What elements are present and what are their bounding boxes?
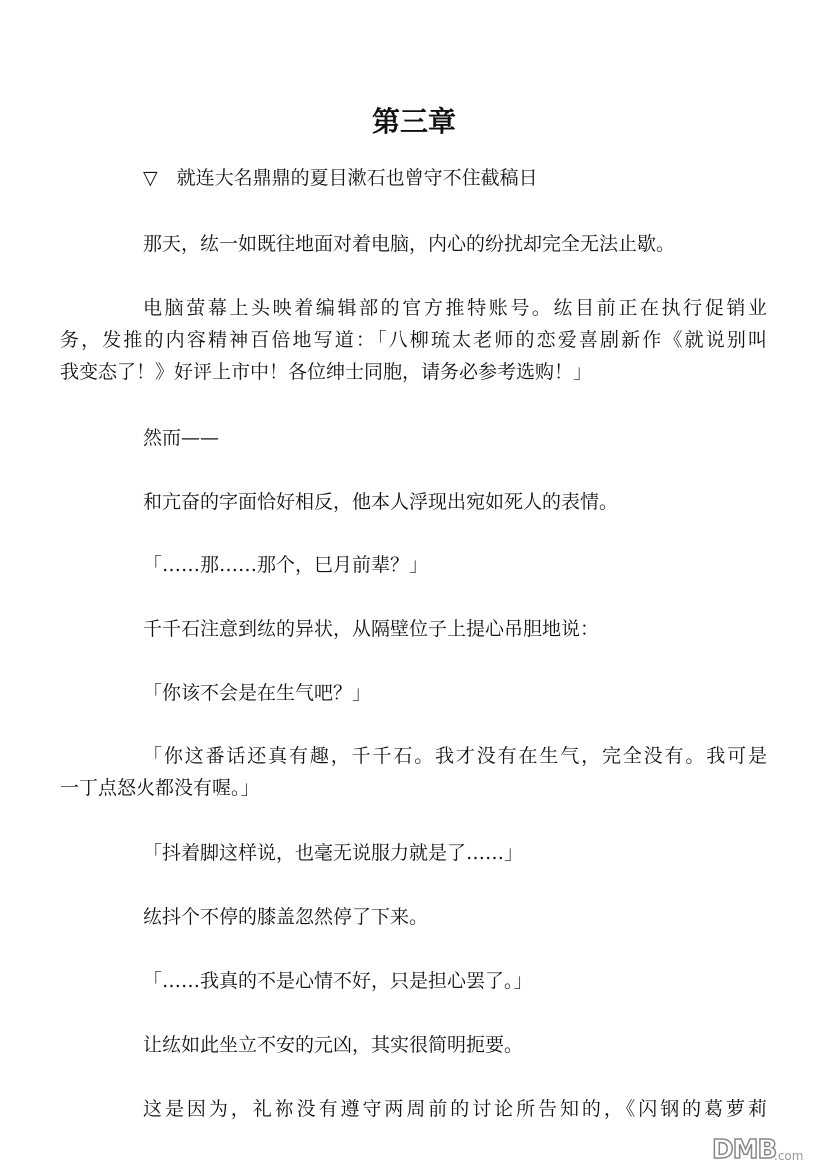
- section-heading: ▽ 就连大名鼎鼎的夏目漱石也曾守不住截稿日: [143, 167, 538, 189]
- chapter-title: 第三章: [371, 105, 456, 138]
- paragraph-line: 电脑萤幕上头映着编辑部的官方推特账号。纮目前正在执行促销业: [143, 297, 767, 319]
- dialogue-line: 「抖着脚这样说，也毫无说服力就是了……」: [143, 842, 524, 864]
- watermark-domain: .com: [774, 1149, 804, 1163]
- paragraph-line: 让纮如此坐立不安的元凶，其实很简明扼要。: [143, 1034, 524, 1056]
- dialogue-line: 一丁点怒火都没有喔。」: [60, 777, 260, 799]
- dialogue-line: 「……那……那个，巳月前辈？」: [143, 554, 429, 576]
- paragraph-line: 务，发推的内容精神百倍地写道：「八柳琉太老师的恋爱喜剧新作《就说别叫: [60, 329, 767, 351]
- paragraph-line: 和亢奋的字面恰好相反，他本人浮现出宛如死人的表情。: [143, 491, 619, 513]
- paragraph-line: 然而——: [143, 427, 220, 449]
- watermark-logo-text: DMB: [712, 1135, 777, 1165]
- watermark-logo: [712, 1133, 822, 1169]
- dialogue-line: 「……我真的不是心情不好，只是担心罢了。」: [143, 970, 533, 992]
- dialogue-line: 「你这番话还真有趣，千千石。我才没有在生气，完全没有。我可是: [143, 745, 767, 767]
- dialogue-line: 「你该不会是在生气吧？」: [143, 682, 372, 704]
- paragraph-line: 纮抖个不停的膝盖忽然停了下来。: [143, 906, 429, 928]
- paragraph-line: 那天，纮一如既往地面对着电脑，内心的纷扰却完全无法止歇。: [143, 233, 676, 255]
- paragraph-line: 千千石注意到纮的异状，从隔壁位子上提心吊胆地说：: [143, 618, 600, 640]
- paragraph-line: 我变态了！》好评上市中！各位绅士同胞，请务必参考选购！」: [60, 361, 593, 383]
- paragraph-line: 这是因为，礼祢没有遵守两周前的讨论所告知的，《闪钢的葛萝莉: [143, 1098, 767, 1120]
